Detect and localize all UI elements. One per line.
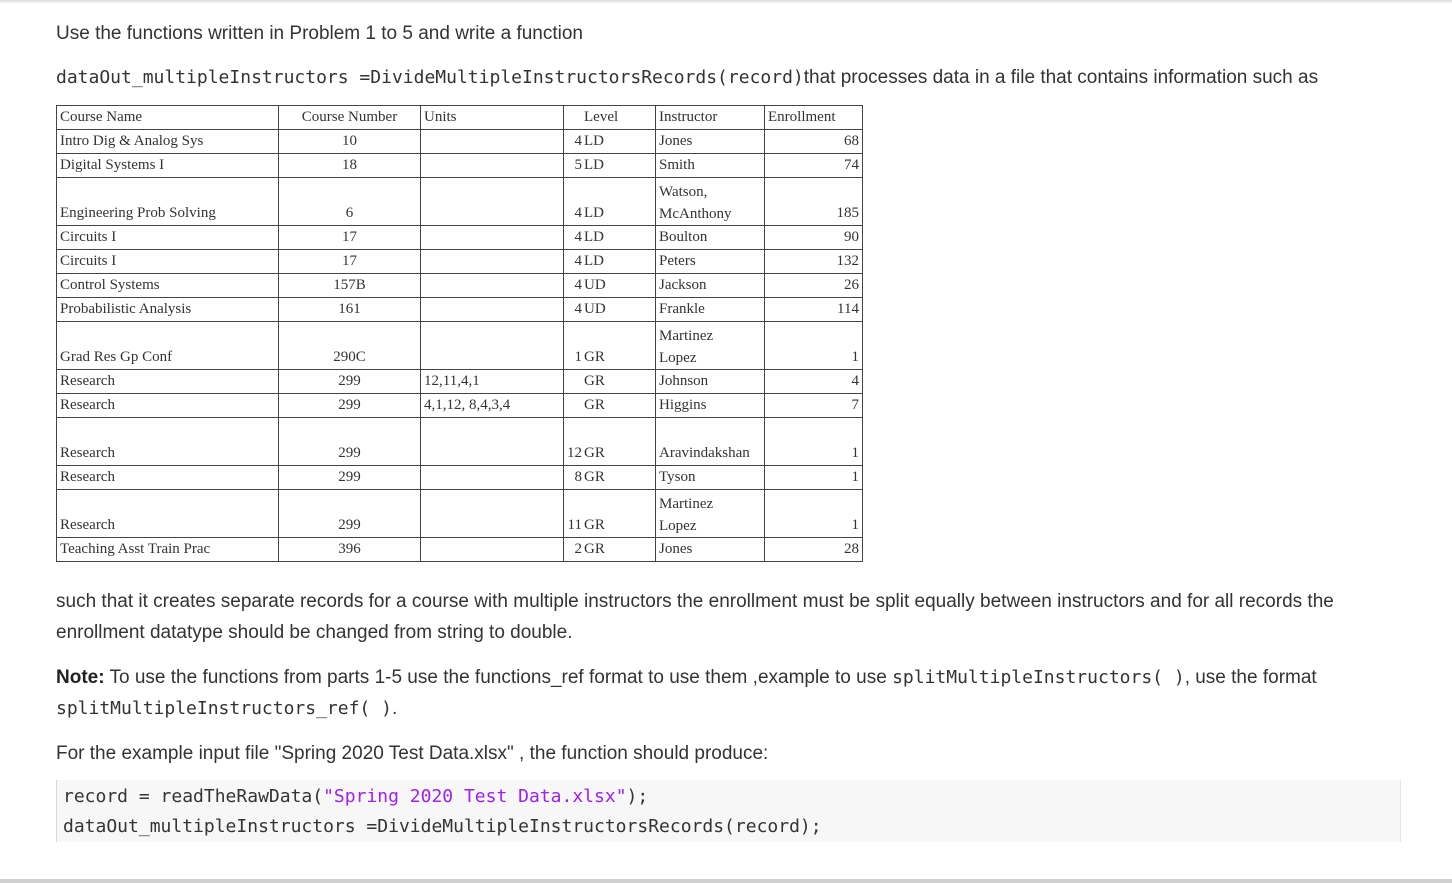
table-row (57, 274, 863, 298)
instructor-line-1: Watson, (659, 184, 708, 200)
level-cell: GR (583, 466, 656, 490)
table-row (57, 178, 863, 226)
code-line-1 (63, 782, 1400, 812)
level-cell: LD (583, 154, 656, 178)
table-row (57, 538, 863, 562)
instructor-cell (656, 490, 765, 538)
course-number-cell: 299 (279, 466, 421, 490)
instructor-cell: Jones (656, 538, 765, 562)
table-row (57, 322, 863, 370)
table-header-row (57, 106, 863, 130)
enrollment-cell: 1 (765, 466, 863, 490)
instructor-cell: Frankle (656, 298, 765, 322)
level-number-cell: 11 (564, 490, 584, 538)
table-row (57, 130, 863, 154)
course-number-cell: 17 (279, 226, 421, 250)
level-number-cell: 8 (564, 466, 584, 490)
table-row (57, 298, 863, 322)
enrollment-cell: 114 (765, 298, 863, 322)
note-code-example: splitMultipleInstructors( ) (892, 667, 1185, 688)
course-number-cell: 17 (279, 250, 421, 274)
table-row (57, 490, 863, 538)
intro-text: Use the functions written in Problem 1 to 5 and write a function (56, 23, 583, 44)
top-shadow (0, 0, 1452, 4)
note-code-format: splitMultipleInstructors_ref( ) (56, 698, 392, 719)
enrollment-cell: 4 (765, 370, 863, 394)
units-cell (421, 322, 564, 370)
level-cell: LD (583, 130, 656, 154)
enrollment-cell: 185 (765, 178, 863, 226)
header-course-name: Course Name (57, 106, 279, 130)
header-enrollment: Enrollment (765, 106, 863, 130)
units-cell (421, 130, 564, 154)
enrollment-cell: 74 (765, 154, 863, 178)
course-data-table (56, 105, 863, 562)
course-number-cell: 299 (279, 394, 421, 418)
enrollment-cell: 1 (765, 322, 863, 370)
units-cell (421, 178, 564, 226)
course-number-cell: 161 (279, 298, 421, 322)
enrollment-cell: 68 (765, 130, 863, 154)
code-block (56, 780, 1401, 842)
code-line-1-post: ); (626, 786, 649, 807)
instructor-cell: Aravindakshan (656, 418, 765, 466)
header-course-number: Course Number (279, 106, 421, 130)
level-cell: UD (583, 274, 656, 298)
bottom-divider (0, 879, 1452, 883)
enrollment-cell: 26 (765, 274, 863, 298)
table-row (57, 466, 863, 490)
enrollment-cell: 1 (765, 490, 863, 538)
course-number-cell: 157B (279, 274, 421, 298)
instructor-cell (656, 178, 765, 226)
course-name-cell: Research (57, 394, 279, 418)
units-cell: 4,1,12, 8,4,3,4 (421, 394, 564, 418)
header-units: Units (421, 106, 564, 130)
units-cell (421, 226, 564, 250)
units-cell (421, 418, 564, 466)
instructor-cell: Higgins (656, 394, 765, 418)
level-cell: GR (583, 394, 656, 418)
note-text-middle: , use the format (1184, 667, 1317, 688)
level-number-cell: 2 (564, 538, 584, 562)
instructor-cell: Jackson (656, 274, 765, 298)
course-number-cell: 290C (279, 322, 421, 370)
course-number-cell: 299 (279, 490, 421, 538)
header-level-spacer (564, 106, 584, 130)
code-string-literal: "Spring 2020 Test Data.xlsx" (323, 786, 627, 807)
level-number-cell: 4 (564, 298, 584, 322)
function-description (56, 62, 1416, 93)
units-cell (421, 154, 564, 178)
course-name-cell: Research (57, 466, 279, 490)
table-row (57, 250, 863, 274)
units-cell (421, 298, 564, 322)
instructor-line-2: McAnthony (659, 206, 732, 222)
level-cell: LD (583, 178, 656, 226)
level-cell: GR (583, 418, 656, 466)
level-number-cell: 4 (564, 130, 584, 154)
instructor-cell: Tyson (656, 466, 765, 490)
table-row (57, 226, 863, 250)
course-number-cell: 18 (279, 154, 421, 178)
instructor-line-1: Martinez (659, 496, 714, 512)
units-cell (421, 490, 564, 538)
course-number-cell: 396 (279, 538, 421, 562)
course-name-cell: Circuits I (57, 250, 279, 274)
instructor-cell: Boulton (656, 226, 765, 250)
units-cell (421, 274, 564, 298)
level-number-cell: 4 (564, 274, 584, 298)
level-cell: GR (583, 322, 656, 370)
enrollment-cell: 132 (765, 250, 863, 274)
note-text-before: To use the functions from parts 1-5 use the functions_ref format to use them ,example to use (104, 667, 893, 688)
enrollment-cell: 7 (765, 394, 863, 418)
enrollment-cell: 90 (765, 226, 863, 250)
table-row (57, 370, 863, 394)
units-cell (421, 466, 564, 490)
problem-content (56, 18, 1416, 842)
level-cell: LD (583, 250, 656, 274)
course-name-cell: Probabilistic Analysis (57, 298, 279, 322)
table-row (57, 418, 863, 466)
units-cell: 12,11,4,1 (421, 370, 564, 394)
function-call-code: dataOut_multipleInstructors =DivideMultipleInstructorsRecords(record) (56, 67, 804, 88)
level-number-cell: 4 (564, 178, 584, 226)
course-name-cell: Circuits I (57, 226, 279, 250)
code-line-2: dataOut_multipleInstructors =DivideMultipleInstructorsRecords(record); (63, 816, 822, 837)
enrollment-cell: 28 (765, 538, 863, 562)
level-number-cell (564, 370, 584, 394)
instructor-cell: Smith (656, 154, 765, 178)
instructor-cell (656, 322, 765, 370)
level-number-cell (564, 394, 584, 418)
code-line-1-pre: record = readTheRawData( (63, 786, 324, 807)
units-cell (421, 250, 564, 274)
instructor-line-2: Lopez (659, 518, 697, 534)
level-number-cell: 1 (564, 322, 584, 370)
enrollment-cell: 1 (765, 418, 863, 466)
level-number-cell: 4 (564, 226, 584, 250)
course-name-cell: Intro Dig & Analog Sys (57, 130, 279, 154)
course-number-cell: 299 (279, 418, 421, 466)
note-text-after: . (391, 698, 398, 719)
header-level: Level (583, 106, 656, 130)
course-name-cell: Research (57, 370, 279, 394)
level-cell: GR (583, 370, 656, 394)
level-cell: GR (583, 538, 656, 562)
table-row (57, 394, 863, 418)
instructor-line-1: Martinez (659, 328, 714, 344)
split-instructions: such that it creates separate records for a course with multiple instructors the enrollment must be split equally between instructors and for all records the enrollment datatype should be changed from string to double. (56, 591, 1334, 643)
level-number-cell: 4 (564, 250, 584, 274)
course-name-cell: Control Systems (57, 274, 279, 298)
level-cell: LD (583, 226, 656, 250)
units-cell (421, 538, 564, 562)
instructor-line-2: Lopez (659, 350, 697, 366)
instructor-cell: Peters (656, 250, 765, 274)
note-paragraph (56, 662, 1416, 724)
course-name-cell: Grad Res Gp Conf (57, 322, 279, 370)
example-text: For the example input file "Spring 2020 Test Data.xlsx" , the function should produce: (56, 743, 769, 764)
course-number-cell: 299 (279, 370, 421, 394)
course-name-cell: Teaching Asst Train Prac (57, 538, 279, 562)
level-cell: GR (583, 490, 656, 538)
table-row (57, 154, 863, 178)
level-cell: UD (583, 298, 656, 322)
course-name-cell: Digital Systems I (57, 154, 279, 178)
course-name-cell: Research (57, 490, 279, 538)
level-number-cell: 5 (564, 154, 584, 178)
note-label: Note: (56, 667, 105, 688)
level-number-cell: 12 (564, 418, 584, 466)
course-number-cell: 6 (279, 178, 421, 226)
header-instructor: Instructor (656, 106, 765, 130)
course-name-cell: Engineering Prob Solving (57, 178, 279, 226)
course-number-cell: 10 (279, 130, 421, 154)
instructor-cell: Johnson (656, 370, 765, 394)
instructor-cell: Jones (656, 130, 765, 154)
function-description-text: that processes data in a file that contains information such as (803, 67, 1319, 88)
course-name-cell: Research (57, 418, 279, 466)
